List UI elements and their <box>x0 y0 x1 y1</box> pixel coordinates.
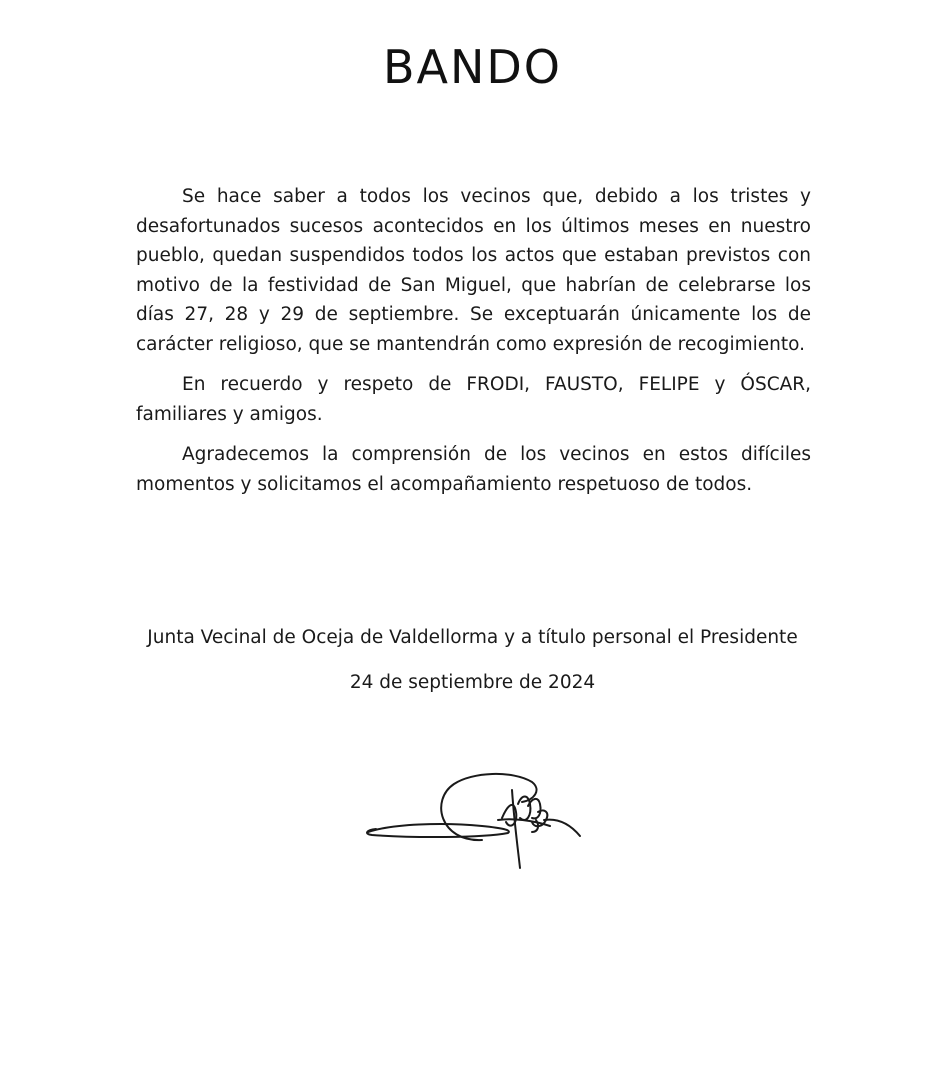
paragraph-thanks: Agradecemos la comprensión de los vecinos en estos difíciles momentos y solicitamos el acompañamiento respetuoso de todos. <box>136 444 811 495</box>
document-body <box>136 182 811 510</box>
issuer-line: Junta Vecinal de Oceja de Valdellorma y a título personal el Presidente <box>147 627 798 648</box>
paragraph-remembrance: En recuerdo y respeto de FRODI, FAUSTO, FELIPE y ÓSCAR, familiares y amigos. <box>136 374 811 425</box>
document-title: BANDO <box>382 40 563 94</box>
handwritten-signature <box>362 760 592 875</box>
document-date: 24 de septiembre de 2024 <box>349 672 596 693</box>
paragraph-announcement: Se hace saber a todos los vecinos que, debido a los tristes y desafortunados sucesos acontecidos en los últimos meses en nuestro pueblo, quedan suspendidos todos los actos que estaban previstos con motivo de la festividad de San Miguel, que habrían de celebrarse los días 27, 28 y 29 de septiembre. Se exceptuarán únicamente los de carácter religioso, que se mantendrán como expresión de recogimiento. <box>136 186 811 355</box>
